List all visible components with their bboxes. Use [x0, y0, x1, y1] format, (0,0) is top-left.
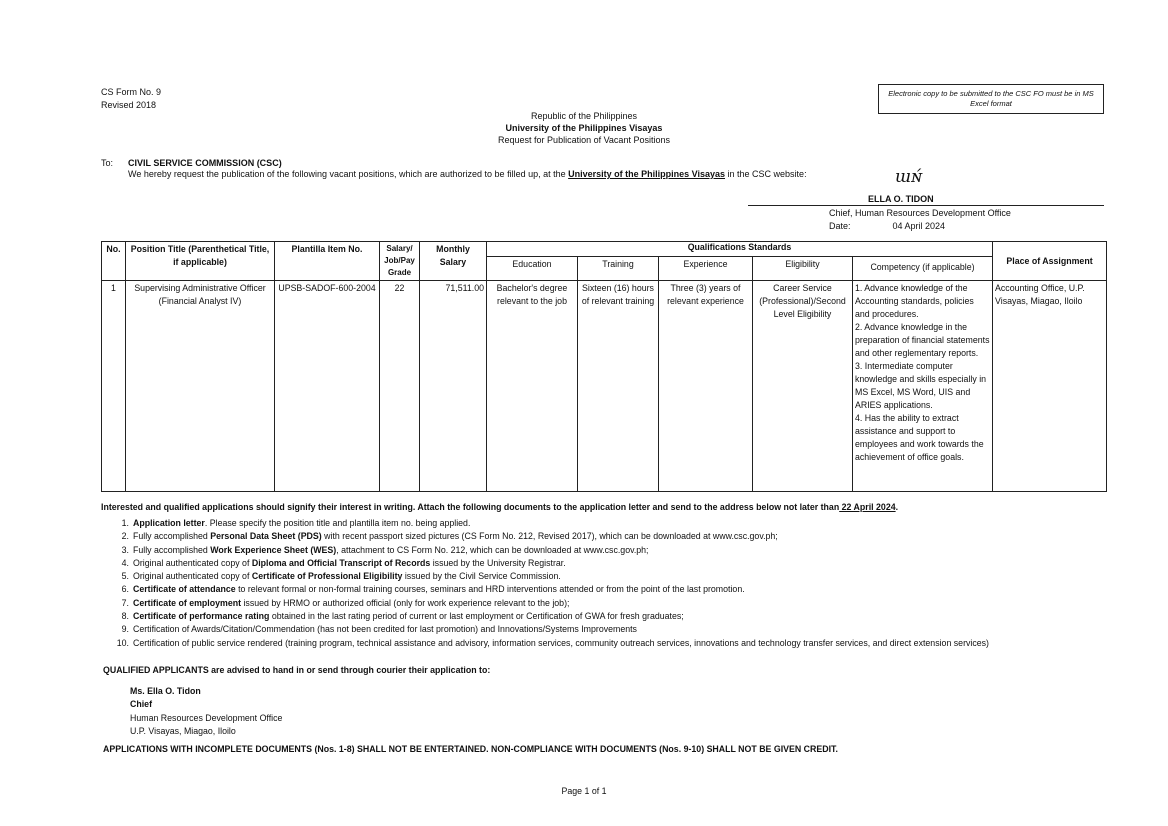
cell-eligibility: Career Service (Professional)/Second Level Eligibility — [753, 281, 853, 492]
header-no: No. — [102, 242, 126, 281]
note-line-2: Excel format — [970, 99, 1012, 108]
competency-item: 2. Advance knowledge in the preparation of financial statements and other reglementary reports. — [855, 322, 990, 358]
vacant-positions-table — [101, 241, 1107, 492]
list-item: 5. Original authenticated copy of Certificate of Professional Eligibility issued by the Civil Service Commission. — [121, 571, 561, 582]
address-name: Ms. Ella O. Tidon — [130, 686, 201, 696]
competency-item: 4. Has the ability to extract assistance and support to employees and work towards the achievement of office goals. — [855, 413, 984, 462]
request-prefix: We hereby request the publication of the following vacant positions, which are authorized to be filled up, at the — [128, 169, 566, 179]
page-number: Page 1 of 1 — [561, 786, 607, 796]
signatory-title: Chief, Human Resources Development Office — [829, 208, 1011, 218]
header-republic: Republic of the Philippines — [530, 111, 638, 121]
date-label: Date: — [829, 221, 851, 231]
address-office: Human Resources Development Office — [130, 712, 283, 723]
table-row — [102, 281, 1107, 492]
header-eligibility: Eligibility — [753, 257, 853, 281]
list-item: 7. Certificate of employment issued by HRMO or authorized official (only for work experience relevant to the job); — [121, 597, 570, 608]
list-item: 4. Original authenticated copy of Diploma and Official Transcript of Records issued by the University Registrar. — [121, 557, 566, 568]
date-row — [829, 221, 945, 231]
form-number: CS Form No. 9 — [101, 87, 162, 97]
deadline-date: 22 April 2024 — [839, 502, 896, 512]
to-label: To: — [101, 158, 114, 168]
address-position: Chief — [130, 699, 152, 710]
list-item: 1. Application letter. Please specify the position title and plantilla item no. being applied. — [121, 518, 471, 528]
cell-position — [126, 281, 275, 492]
list-item: 6. Certificate of attendance to relevant formal or non-formal training courses, seminars and HRD interventions attended or from the point of the last promotion. — [121, 584, 745, 595]
header-training: Training — [578, 257, 659, 281]
header-experience: Experience — [659, 257, 753, 281]
note-line-1: Electronic copy to be submitted to the CSC FO must be in MS — [888, 89, 1094, 98]
list-item: 9. Certification of Awards/Citation/Commendation (has not been credited for last promotion) and Innovations/Systems Improvements — [121, 624, 637, 635]
header-education: Education — [487, 257, 578, 281]
to-recipient: CIVIL SERVICE COMMISSION (CSC) — [128, 158, 282, 168]
list-item: 10. Certification of public service rendered (training program, technical assistance and advisory, information services, community outreach services, innovations and technology transfer services, and direct extension services) — [116, 637, 989, 648]
instructions-text: Interested and qualified applications should signify their interest in writing. Attach the following documents to the application letter and send to the address below not later than — [101, 502, 840, 512]
header-competency: Competency (if applicable) — [853, 257, 993, 281]
cell-place: Accounting Office, U.P. Visayas, Miagao, Iloilo — [993, 281, 1107, 492]
requirements-list — [101, 517, 989, 650]
header-qualifications: Qualifications Standards — [487, 242, 993, 257]
header-position: Position Title (Parenthetical Title, if applicable) — [126, 242, 275, 281]
form-revision: Revised 2018 — [101, 100, 157, 110]
incomplete-documents-warning: APPLICATIONS WITH INCOMPLETE DOCUMENTS (Nos. 1-8) SHALL NOT BE ENTERTAINED. NON-COMPLIANCE WITH DOCUMENTS (Nos. 9-10) SHALL NOT BE GIVEN CREDIT. — [103, 744, 838, 754]
date-value: 04 April 2024 — [892, 221, 946, 231]
request-statement — [128, 169, 807, 179]
list-item: 8. Certificate of performance rating obtained in the last rating period of current or last employment or Certification of GWA for fresh graduates; — [121, 611, 684, 622]
cell-monthly-salary: 71,511.00 — [420, 281, 487, 492]
cell-training: Sixteen (16) hours of relevant training — [578, 281, 659, 492]
position-parenthetical: (Financial Analyst IV) — [158, 296, 242, 306]
competency-item: 1. Advance knowledge of the Accounting standards, policies and procedures. — [855, 283, 974, 319]
header-university: University of the Philippines Visayas — [505, 123, 663, 133]
list-item: 2. Fully accomplished Personal Data Sheet (PDS) with recent passport sized pictures (CS Form No. 212, Revised 2017), which can be downloaded at www.csc.gov.ph; — [121, 531, 778, 542]
cell-no: 1 — [102, 281, 126, 492]
table-header-row — [102, 242, 1107, 257]
header-subject: Request for Publication of Vacant Positions — [498, 135, 670, 145]
cell-experience: Three (3) years of relevant experience — [659, 281, 753, 492]
document-header — [0, 110, 1168, 146]
cell-salary-grade: 22 — [380, 281, 420, 492]
addressee-line — [101, 157, 282, 169]
signatory-name: ELLA O. TIDON — [868, 194, 934, 204]
signature-mark: ɯɴ́ — [895, 167, 923, 187]
address-location: U.P. Visayas, Miagao, Iloilo — [130, 725, 236, 736]
list-item: 3. Fully accomplished Work Experience Sheet (WES), attachment to CS Form No. 212, which can be downloaded at www.csc.gov.ph; — [121, 544, 649, 555]
mailing-address — [130, 685, 282, 738]
header-salary-grade: Salary/ Job/Pay Grade — [380, 242, 420, 281]
qualified-applicants-notice: QUALIFIED APPLICANTS are advised to hand in or send through courier their application to: — [103, 665, 491, 675]
submission-instructions — [101, 502, 898, 512]
form-number-block — [101, 86, 161, 112]
instructions-end: . — [895, 502, 899, 512]
cell-competency — [853, 281, 993, 492]
header-plantilla: Plantilla Item No. — [275, 242, 380, 281]
request-agency: University of the Philippines Visayas — [568, 169, 726, 179]
signature-line — [748, 205, 1104, 206]
cell-education: Bachelor's degree relevant to the job — [487, 281, 578, 492]
header-monthly-salary: Monthly Salary — [420, 242, 487, 281]
request-suffix: in the CSC website: — [727, 169, 807, 179]
competency-item: 3. Intermediate computer knowledge and skills especially in MS Excel, MS Word, UIS and ARIES applications. — [855, 361, 987, 410]
header-place: Place of Assignment — [993, 242, 1107, 281]
cell-plantilla: UPSB-SADOF-600-2004 — [275, 281, 380, 492]
position-title: Supervising Administrative Officer — [134, 283, 266, 293]
